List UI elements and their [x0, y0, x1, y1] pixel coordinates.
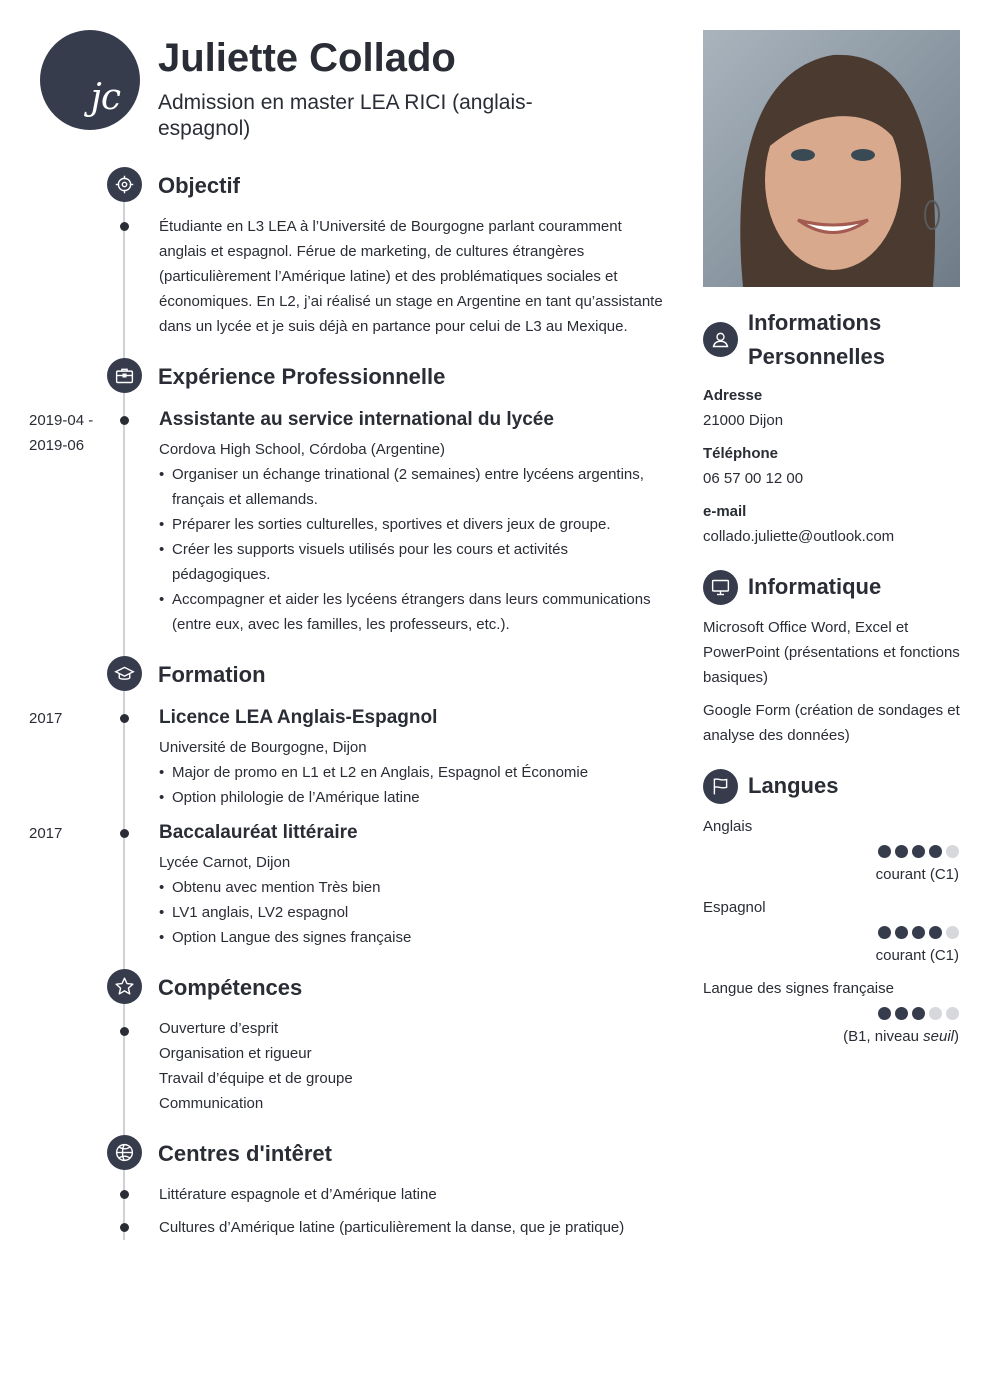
language-rating [878, 845, 959, 858]
email-label: e-mail [703, 503, 747, 520]
level-text: ) [954, 1028, 959, 1045]
section-title-competences: Compétences [158, 975, 303, 1000]
timeline-dot [120, 1190, 129, 1199]
timeline-line [123, 170, 125, 1240]
formation-bullets [159, 875, 669, 950]
rating-dot [878, 845, 891, 858]
experience-bullets [159, 462, 669, 637]
rating-dot [946, 926, 959, 939]
informatique-item: Microsoft Office Word, Excel et PowerPoint (présentations et fonctions basiques) [703, 619, 960, 686]
list-item: • Préparer les sorties culturelles, sportives et divers jeux de groupe. [159, 512, 669, 537]
monogram-initials: jc [90, 77, 120, 118]
timeline-dot [120, 1027, 129, 1036]
rating-dot [929, 926, 942, 939]
list-item: • Accompagner et aider les lycéens étrangers dans leurs communications (entre eux, avec les familles, les professeurs, etc.). [159, 587, 669, 637]
graduation-cap-icon [107, 656, 142, 691]
formation-degree: Baccalauréat littéraire [159, 822, 358, 843]
section-title-formation: Formation [158, 662, 266, 687]
formation-school: Lycée Carnot, Dijon [159, 854, 291, 871]
language-rating [878, 926, 959, 939]
user-icon [703, 322, 738, 357]
monitor-icon [703, 570, 738, 605]
email-value: collado.juliette@outlook.com [703, 528, 895, 545]
rating-dot [895, 1007, 908, 1020]
section-title-objectif: Objectif [158, 173, 240, 198]
objectif-text: Étudiante en L3 LEA à l’Université de Bourgogne parlant couramment anglais et espagnol. Férue de marketing, de cultures étrangères (particulièrement l’Amérique latine) et des problématiques sociales et économiques. En L2, j’ai réalisé un stage en Argentine en tant qu’assistante dans un lycée et je suis déjà en partance pour celui de L3 au Mexique. [159, 218, 663, 335]
experience-date: 2019-04 - 2019-06 [29, 412, 94, 454]
rating-dot [878, 926, 891, 939]
monogram-avatar [40, 30, 140, 130]
rating-dot [929, 845, 942, 858]
formation-bullets [159, 760, 669, 810]
rating-dot [878, 1007, 891, 1020]
telephone-label: Téléphone [703, 445, 779, 462]
profile-photo [703, 30, 960, 287]
level-emphasis: seuil [923, 1028, 954, 1045]
target-icon [107, 167, 142, 202]
language-level: courant (C1) [875, 947, 959, 964]
language-rating [878, 1007, 959, 1020]
list-item: Communication [159, 1095, 264, 1112]
competences-list [159, 1016, 353, 1116]
list-item: • Organiser un échange trinational (2 semaines) entre lycéens argentins, français et allemands. [159, 462, 669, 512]
candidate-headline: Admission en master LEA RICI (anglais-espagnol) [158, 91, 533, 140]
rating-dot [912, 926, 925, 939]
rating-dot [929, 1007, 942, 1020]
language-level: courant (C1) [875, 866, 959, 883]
timeline-dot [120, 714, 129, 723]
language-level [843, 1028, 959, 1045]
star-icon [107, 969, 142, 1004]
rating-dot [912, 1007, 925, 1020]
timeline-dot [120, 829, 129, 838]
rating-dot [895, 845, 908, 858]
candidate-name: Juliette Collado [158, 36, 456, 80]
timeline-dot [120, 1223, 129, 1232]
briefcase-icon [107, 358, 142, 393]
list-item: • Créer les supports visuels utilisés pour les cours et activités pédagogiques. [159, 537, 669, 587]
section-title-experience: Expérience Professionnelle [158, 364, 446, 389]
formation-school: Université de Bourgogne, Dijon [159, 739, 367, 756]
section-title-informatique: Informatique [748, 574, 882, 599]
list-item: Ouverture d’esprit [159, 1020, 279, 1037]
interet-item: Cultures d’Amérique latine (particulièrement la danse, que je pratique) [159, 1219, 625, 1236]
list-item: • Major de promo en L1 et L2 en Anglais, Espagnol et Économie [159, 760, 669, 785]
adresse-value: 21000 Dijon [703, 412, 784, 429]
telephone-value: 06 57 00 12 00 [703, 470, 804, 487]
rating-dot [912, 845, 925, 858]
language-name: Anglais [703, 818, 753, 835]
rating-dot [946, 845, 959, 858]
experience-job-title: Assistante au service international du lycée [159, 409, 554, 430]
rating-dot [895, 926, 908, 939]
informatique-item: Google Form (création de sondages et analyse des données) [703, 702, 960, 744]
list-item: Travail d’équipe et de groupe [159, 1070, 353, 1087]
section-title-langues: Langues [748, 773, 839, 798]
list-item: • Option Langue des signes française [159, 925, 669, 950]
list-item: • Obtenu avec mention Très bien [159, 875, 669, 900]
flag-icon [703, 769, 738, 804]
basketball-icon [107, 1135, 142, 1170]
list-item: Organisation et rigueur [159, 1045, 312, 1062]
timeline-dot [120, 416, 129, 425]
language-name: Langue des signes française [703, 980, 894, 997]
section-title-interets: Centres d'intêret [158, 1141, 332, 1166]
formation-date: 2017 [29, 825, 63, 842]
list-item: • LV1 anglais, LV2 espagnol [159, 900, 669, 925]
formation-date: 2017 [29, 710, 63, 727]
rating-dot [946, 1007, 959, 1020]
formation-degree: Licence LEA Anglais-Espagnol [159, 707, 438, 728]
adresse-label: Adresse [703, 387, 763, 404]
language-name: Espagnol [703, 899, 766, 916]
timeline-dot [120, 222, 129, 231]
list-item: • Option philologie de l’Amérique latine [159, 785, 669, 810]
section-title-infos: Informations Personnelles [748, 310, 885, 369]
interet-item: Littérature espagnole et d’Amérique latine [159, 1186, 437, 1203]
experience-employer: Cordova High School, Córdoba (Argentine) [159, 441, 445, 458]
level-text: (B1, niveau [843, 1028, 924, 1045]
